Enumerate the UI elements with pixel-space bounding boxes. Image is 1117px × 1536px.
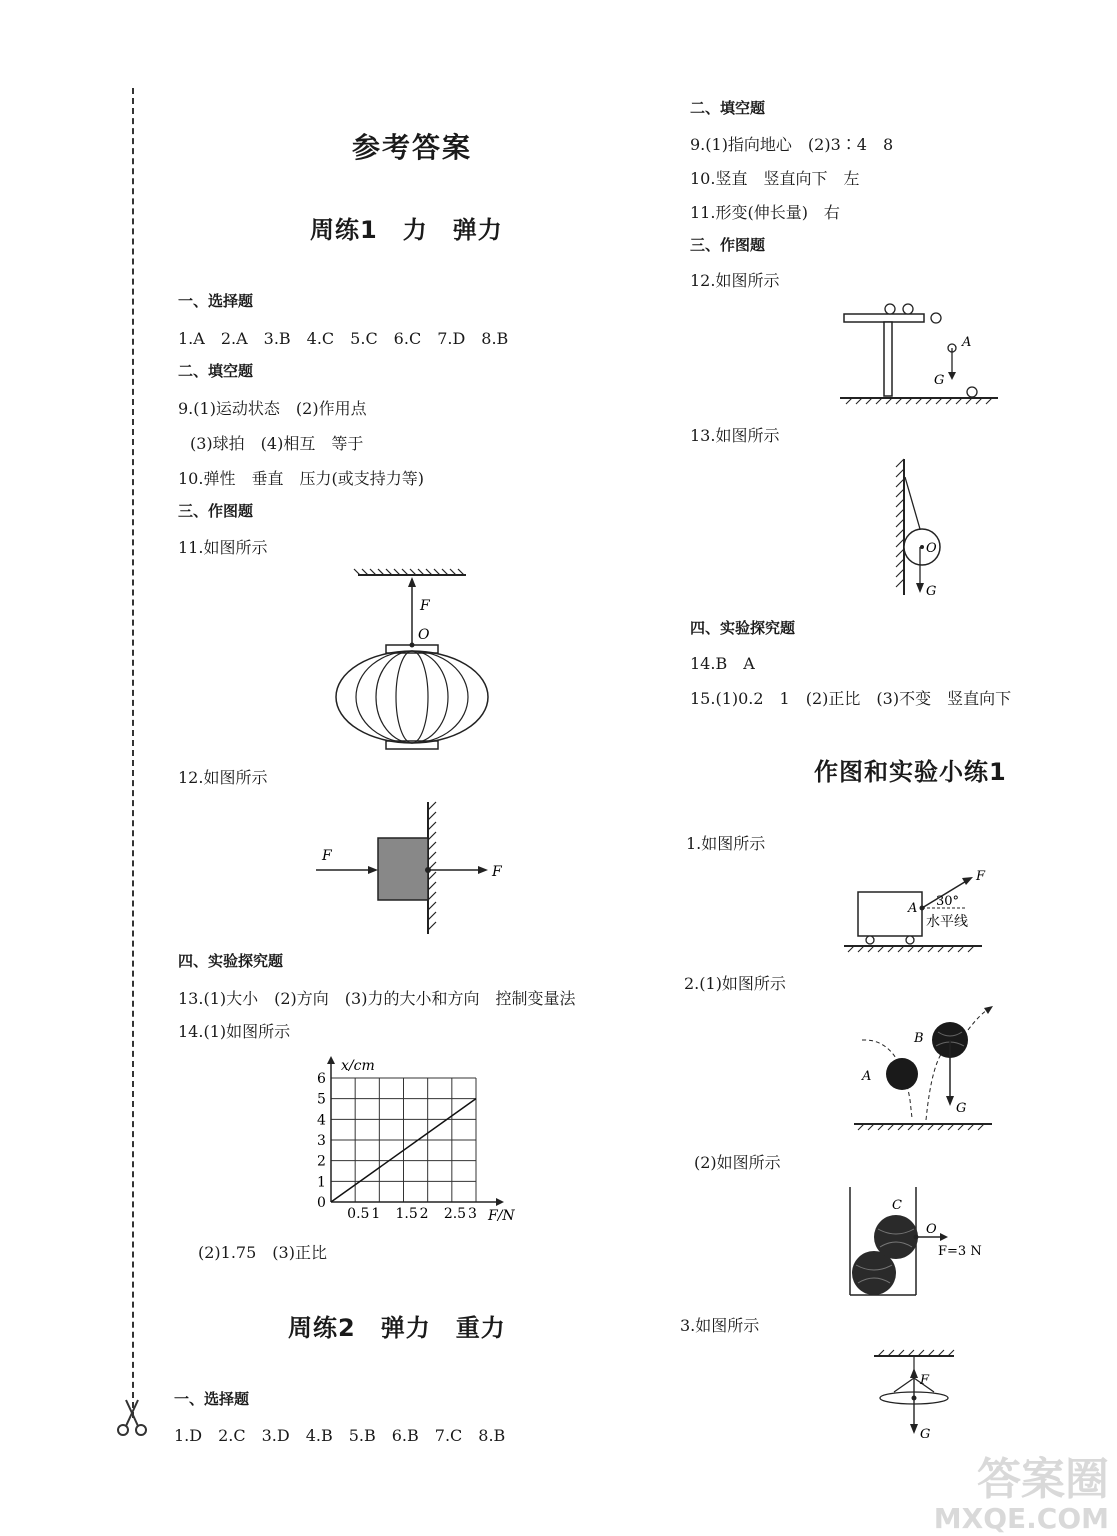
scissors-icon — [114, 1396, 150, 1440]
pfig1-A: A — [908, 901, 918, 916]
practice-q2a: 2.(1)如图所示 — [684, 974, 786, 993]
y-tick-label: 0 — [317, 1195, 326, 1211]
pfig2b-force: F=3 N — [938, 1244, 982, 1259]
week1-q9b: (3)球拍 (4)相互 等于 — [190, 434, 364, 453]
watermark-line2: MXQE.COM — [933, 1502, 1109, 1535]
watermark-line1: 答案圈 — [977, 1454, 1109, 1505]
right-section-drawing: 三、作图题 — [690, 236, 766, 254]
right-q12: 12.如图所示 — [690, 271, 780, 290]
watermark — [934, 1456, 1109, 1534]
week1-q9a: 9.(1)运动状态 (2)作用点 — [178, 399, 367, 418]
pfig2b-O: O — [926, 1222, 937, 1237]
x-tick-label: 2 — [419, 1206, 429, 1222]
pfig3-F: F — [920, 1373, 930, 1388]
x-tick-label: 2.5 — [443, 1206, 467, 1222]
y-axis-arrow — [327, 1056, 335, 1064]
rfig12-G: G — [934, 373, 945, 388]
rfig13-O: O — [926, 541, 937, 556]
right-q13: 13.如图所示 — [690, 426, 780, 445]
pfig2a-B: B — [914, 1031, 924, 1046]
week1-section-drawing: 三、作图题 — [178, 502, 254, 520]
week1-q11: 11.如图所示 — [178, 538, 268, 557]
x-tick-label: 3 — [468, 1206, 477, 1222]
x-axis-arrow — [496, 1198, 504, 1206]
fig12-F-right: F — [492, 864, 502, 880]
week1-section-choice: 一、选择题 — [178, 292, 254, 310]
week1-title: 周练1 力 弹力 — [310, 216, 503, 244]
week1-section-fill: 二、填空题 — [178, 362, 254, 380]
pfig2b-C: C — [892, 1198, 902, 1213]
right-section-fill: 二、填空题 — [690, 99, 766, 117]
week1-q13: 13.(1)大小 (2)方向 (3)力的大小和方向 控制变量法 — [178, 989, 576, 1008]
pfig1-F: F — [976, 869, 986, 884]
cart-force-figure — [840, 860, 990, 955]
y-tick-label: 4 — [317, 1112, 326, 1129]
right-section-experiment: 四、实验探究题 — [690, 619, 796, 637]
pfig1-angle: 30° — [936, 894, 960, 909]
main-title: 参考答案 — [352, 131, 473, 164]
week1-q14b: (2)1.75 (3)正比 — [198, 1243, 327, 1262]
pfig2a-A: A — [862, 1069, 872, 1084]
right-q15: 15.(1)0.2 1 (2)正比 (3)不变 竖直向下 — [690, 689, 1012, 708]
basketball-bounce-figure — [850, 1000, 1000, 1138]
x-axis-label: F/N — [488, 1208, 515, 1224]
pfig2a-G: G — [956, 1101, 967, 1116]
practice-title: 作图和实验小练1 — [814, 758, 1007, 786]
y-tick-label: 6 — [317, 1071, 326, 1087]
x-tick-label: 0.5 — [347, 1206, 370, 1222]
week1-q10: 10.弹性 垂直 压力(或支持力等) — [178, 469, 424, 488]
block-wall-figure — [308, 800, 518, 935]
right-q9: 9.(1)指向地心 (2)3∶4 8 — [690, 135, 894, 154]
week2-choice-answers: 1.D 2.C 3.D 4.B 5.B 6.B 7.C 8.B — [174, 1426, 506, 1445]
week2-title: 周练2 弹力 重力 — [288, 1314, 506, 1342]
practice-q2b: (2)如图所示 — [694, 1153, 781, 1172]
y-tick-label: 2 — [317, 1153, 326, 1170]
right-q10: 10.竖直 竖直向下 左 — [690, 169, 860, 188]
practice-q1: 1.如图所示 — [686, 834, 766, 853]
fig11-O-label: O — [418, 627, 430, 643]
fig12-F-left: F — [322, 848, 332, 864]
chart-grid — [331, 1078, 476, 1202]
week1-choice-answers: 1.A 2.A 3.B 4.C 5.C 6.C 7.D 8.B — [178, 329, 509, 348]
balls-in-box-figure — [844, 1185, 994, 1300]
y-tick-label: 3 — [317, 1133, 326, 1149]
pfig1-horizon: 水平线 — [926, 914, 968, 930]
y-tick-label: 5 — [317, 1091, 326, 1108]
rfig13-G: G — [926, 584, 937, 599]
right-q11: 11.形变(伸长量) 右 — [690, 203, 840, 222]
table-balls-figure — [836, 296, 1006, 411]
y-axis-label: x/cm — [341, 1058, 375, 1074]
week2-section-choice: 一、选择题 — [174, 1390, 250, 1408]
fig11-F-label: F — [420, 598, 430, 614]
rfig12-A: A — [962, 335, 972, 350]
week1-q12: 12.如图所示 — [178, 768, 268, 787]
x-tick-label: 1.5 — [395, 1206, 418, 1222]
x-tick-label: 1 — [371, 1206, 381, 1222]
week1-section-experiment: 四、实验探究题 — [178, 952, 284, 970]
week1-q14: 14.(1)如图所示 — [178, 1022, 291, 1041]
lantern-figure — [330, 565, 500, 755]
right-q14: 14.B A — [690, 654, 755, 673]
practice-q3: 3.如图所示 — [680, 1316, 760, 1335]
pfig3-G: G — [920, 1427, 931, 1442]
spring-chart — [305, 1052, 530, 1227]
y-tick-label: 1 — [317, 1174, 326, 1191]
cut-line — [132, 88, 134, 1418]
wall-ball-figure — [880, 455, 960, 600]
hanging-lamp-figure — [870, 1344, 960, 1444]
